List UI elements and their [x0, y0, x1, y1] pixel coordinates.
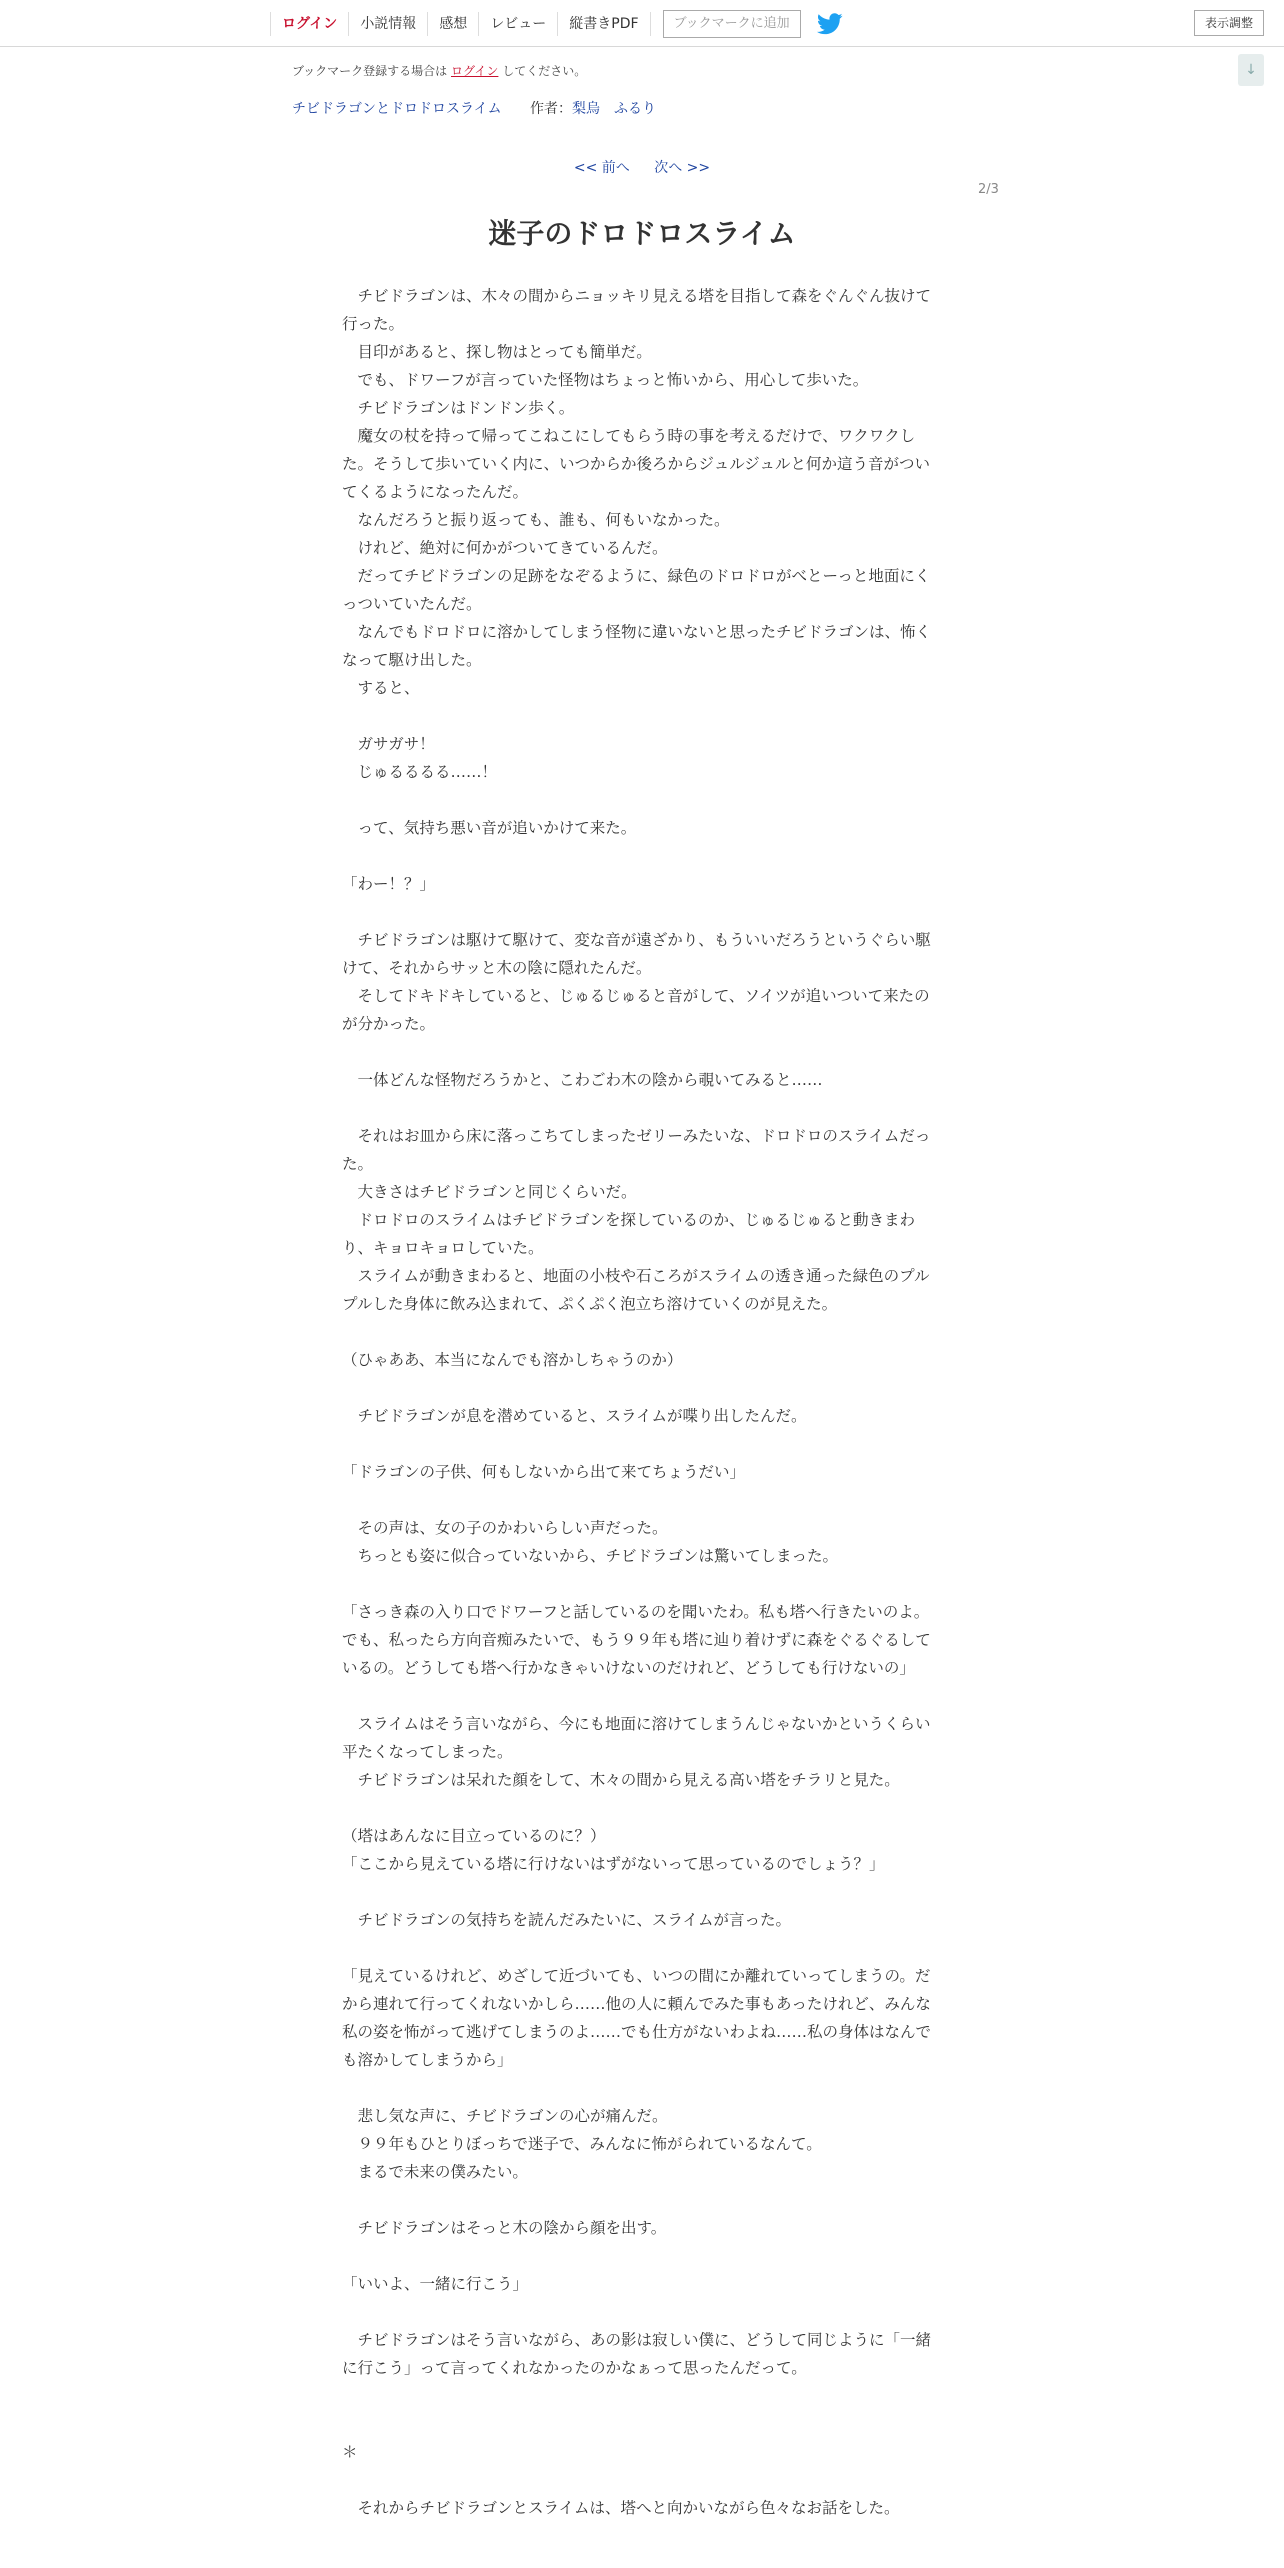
nav-novel-info-link[interactable]: 小説情報 — [348, 12, 427, 36]
scroll-down-button[interactable]: ↓ — [1238, 54, 1264, 86]
nav-login-link[interactable]: ログイン — [270, 12, 348, 36]
body-paragraph: すると、 — [342, 679, 420, 697]
bookmark-login-note — [292, 62, 586, 79]
body-paragraph: 大きさはチビドラゴンと同じくらいだ。 — [342, 1183, 637, 1201]
twitter-bird-icon[interactable] — [817, 13, 843, 35]
blank-line — [342, 2410, 942, 2438]
top-navigation-bar — [0, 0, 1284, 47]
body-paragraph: 悲し気な声に、チビドラゴンの心が痛んだ。 — [342, 2107, 668, 2125]
blank-line — [342, 842, 942, 870]
body-paragraph: チビドラゴンは駆けて駆けて、変な音が遠ざかり、もういいだろうというぐらい駆けて、それからサッと木の陰に隠れたんだ。 — [342, 931, 931, 977]
chapter-pager — [0, 157, 1284, 177]
chapter-title: 迷子のドロドロスライム — [488, 217, 796, 250]
body-paragraph: そしてドキドキしていると、じゅるじゅると音がして、ソイツが追いついて来たのが分かった。 — [342, 987, 930, 1033]
body-paragraph: ９９年もひとりぼっちで迷子で、みんなに怖がられているなんて。 — [342, 2135, 822, 2153]
body-paragraph: 魔女の杖を持って帰ってこねこにしてもらう時の事を考えるだけで、ワクワクした。そうして歩いていく内に、いつからか後ろからジュルジュルと何か這う音がついてくるようになったんだ。 — [342, 427, 930, 501]
blank-line — [342, 898, 942, 926]
blank-line — [342, 2382, 942, 2410]
author-link[interactable]: 梨烏 ふるり — [572, 101, 657, 117]
body-paragraph: 「わー！？」 — [342, 875, 436, 893]
body-paragraph: なんでもドロドロに溶かしてしまう怪物に違いないと思ったチビドラゴンは、怖くなって駆け出した。 — [342, 623, 932, 669]
body-paragraph: ちっとも姿に似合っていないから、チビドラゴンは驚いてしまった。 — [342, 1547, 839, 1565]
blank-line — [342, 1430, 942, 1458]
nav-pdf-link[interactable]: 縦書きPDF — [557, 12, 650, 36]
blank-line — [342, 1794, 942, 1822]
body-paragraph: （ひゃああ、本当になんでも溶かしちゃうのか） — [342, 1351, 683, 1369]
add-bookmark-button[interactable]: ブックマークに追加 — [663, 10, 801, 38]
nav-review-link[interactable]: レビュー — [478, 12, 557, 36]
body-paragraph: じゅるるるる……！ — [342, 763, 498, 781]
body-paragraph: でも、ドワーフが言っていた怪物はちょっと怖いから、用心して歩いた。 — [342, 371, 869, 389]
series-info — [292, 98, 656, 118]
body-paragraph: チビドラゴンはドンドン歩く。 — [342, 399, 575, 417]
blank-line — [342, 2466, 942, 2494]
body-paragraph: なんだろうと振り返っても、誰も、何もいなかった。 — [342, 511, 730, 529]
body-paragraph: だってチビドラゴンの足跡をなぞるように、緑色のドロドロがべとーっと地面にくっついていたんだ。 — [342, 567, 931, 613]
page-number: 2/3 — [978, 182, 999, 197]
blank-line — [342, 702, 942, 730]
blank-line — [342, 2298, 942, 2326]
body-paragraph: ＊ — [342, 2443, 358, 2461]
blank-line — [342, 1682, 942, 1710]
blank-line — [342, 1038, 942, 1066]
prev-chapter-link[interactable]: << 前へ — [573, 160, 630, 176]
blank-line — [342, 2242, 942, 2270]
main-nav — [270, 10, 843, 38]
blank-line — [342, 2186, 942, 2214]
body-paragraph: 一体どんな怪物だろうかと、こわごわ木の陰から覗いてみると…… — [342, 1071, 823, 1089]
bookmark-note-before: ブックマーク登録する場合は — [292, 64, 448, 78]
series-title-link[interactable]: チビドラゴンとドロドロスライム — [292, 101, 502, 117]
body-paragraph: 「いいよ、一緒に行こう」 — [342, 2275, 529, 2293]
body-paragraph: それからチビドラゴンとスライムは、塔へと向かいながら色々なお話をした。 — [342, 2499, 900, 2517]
blank-line — [342, 2074, 942, 2102]
blank-line — [342, 1094, 942, 1122]
body-paragraph: ドロドロのスライムはチビドラゴンを探しているのか、じゅるじゅると動きまわり、キョロキョロしていた。 — [342, 1211, 916, 1257]
display-settings-button[interactable]: 表示調整 — [1194, 10, 1264, 36]
nav-impressions-link[interactable]: 感想 — [427, 12, 478, 36]
body-paragraph: 「ここから見えている塔に行けないはずがないって思っているのでしょう？」 — [342, 1855, 885, 1873]
author-label: 作者： — [530, 101, 573, 117]
novel-body-text — [342, 282, 942, 2522]
body-paragraph: ガサガサ！ — [342, 735, 435, 753]
blank-line — [342, 1486, 942, 1514]
body-paragraph: チビドラゴンの気持ちを読んだみたいに、スライムが言った。 — [342, 1911, 792, 1929]
body-paragraph: って、気持ち悪い音が追いかけて来た。 — [342, 819, 637, 837]
body-paragraph: スライムが動きまわると、地面の小枝や石ころがスライムの透き通った緑色のプルプルした身体に飲み込まれて、ぷくぷく泡立ち溶けていくのが見えた。 — [342, 1267, 930, 1313]
body-paragraph: それはお皿から床に落っこちてしまったゼリーみたいな、ドロドロのスライムだった。 — [342, 1127, 931, 1173]
body-paragraph: チビドラゴンは呆れた顔をして、木々の間から見える高い塔をチラリと見た。 — [342, 1771, 900, 1789]
body-paragraph: （塔はあんなに目立っているのに？） — [342, 1827, 606, 1845]
blank-line — [342, 1374, 942, 1402]
body-paragraph: チビドラゴンはそっと木の陰から顔を出す。 — [342, 2219, 667, 2237]
bookmark-note-login-link[interactable]: ログイン — [451, 64, 499, 78]
body-paragraph: まるで未来の僕みたい。 — [342, 2163, 528, 2181]
next-chapter-link[interactable]: 次へ >> — [654, 160, 711, 176]
body-paragraph: けれど、絶対に何かがついてきているんだ。 — [342, 539, 668, 557]
body-paragraph: スライムはそう言いながら、今にも地面に溶けてしまうんじゃないかというくらい平たくなってしまった。 — [342, 1715, 931, 1761]
body-paragraph: チビドラゴンはそう言いながら、あの影は寂しい僕に、どうして同じように「一緒に行こう」って言ってくれなかったのかなぁって思ったんだって。 — [342, 2331, 932, 2377]
body-paragraph: 「ドラゴンの子供、何もしないから出て来てちょうだい」 — [342, 1463, 746, 1481]
body-paragraph: 目印があると、探し物はとっても簡単だ。 — [342, 343, 652, 361]
blank-line — [342, 1878, 942, 1906]
body-paragraph: 「さっき森の入り口でドワーフと話しているのを聞いたわ。私も塔へ行きたいのよ。でも、私ったら方向音痴みたいで、もう９９年も塔に辿り着けずに森をぐるぐるしているの。どうしても塔へ行かなきゃいけないのだけれど、どうしても行けないの」 — [342, 1603, 931, 1677]
body-paragraph: チビドラゴンは、木々の間からニョッキリ見える塔を目指して森をぐんぐん抜けて行った。 — [342, 287, 932, 333]
bookmark-note-after: してください。 — [502, 64, 587, 78]
body-paragraph: その声は、女の子のかわいらしい声だった。 — [342, 1519, 668, 1537]
body-paragraph: 「見えているけれど、めざして近づいても、いつの間にか離れていってしまうの。だから連れて行ってくれないかしら……他の人に頼んでみた事もあったけれど、みんな私の姿を怖がって逃げてしまうのよ……でも仕方がないわよね……私の身体はなんでも溶かしてしまうから」 — [342, 1967, 932, 2069]
body-paragraph: チビドラゴンが息を潜めていると、スライムが喋り出したんだ。 — [342, 1407, 807, 1425]
blank-line — [342, 1934, 942, 1962]
blank-line — [342, 1318, 942, 1346]
blank-line — [342, 786, 942, 814]
blank-line — [342, 1570, 942, 1598]
